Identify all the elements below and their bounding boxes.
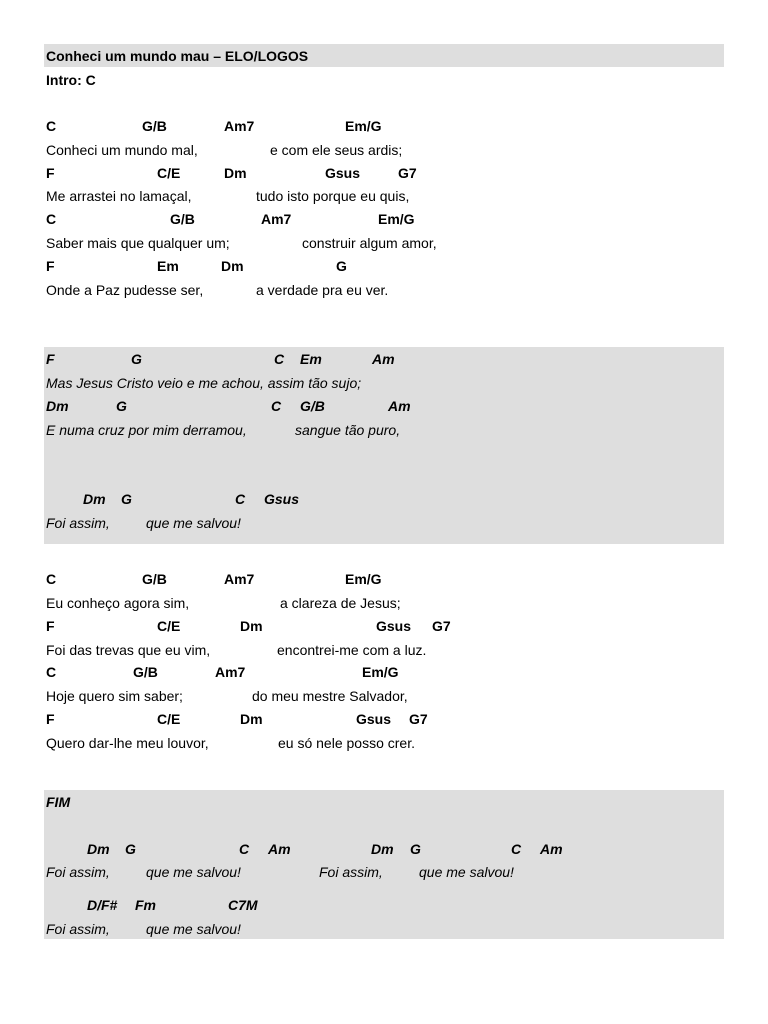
chord: C xyxy=(274,351,285,367)
chord: Dm xyxy=(83,491,106,507)
chord: G/B xyxy=(133,664,158,680)
chord: C xyxy=(235,491,246,507)
fim-label: FIM xyxy=(46,794,71,810)
chord: Dm xyxy=(371,841,394,857)
chord: G xyxy=(131,351,142,367)
chord: F xyxy=(46,258,55,274)
lyric: sangue tão puro, xyxy=(295,422,401,438)
song-title: Conheci um mundo mau – ELO/LOGOS xyxy=(46,48,309,64)
lyric: encontrei-me com a luz. xyxy=(277,642,427,658)
chord: G/B xyxy=(300,398,325,414)
chord: G xyxy=(336,258,347,274)
chord: Am xyxy=(388,398,411,414)
lyric: que me salvou! xyxy=(146,864,241,880)
lyric: que me salvou! xyxy=(146,921,241,937)
lyric: Foi assim, xyxy=(46,515,110,531)
chord: G xyxy=(116,398,127,414)
chord: C xyxy=(511,841,522,857)
lyric: eu só nele posso crer. xyxy=(278,735,415,751)
intro-line: Intro: C xyxy=(46,72,96,88)
lyric: a clareza de Jesus; xyxy=(280,595,401,611)
chord: Am7 xyxy=(261,211,292,227)
lyric: que me salvou! xyxy=(146,515,241,531)
chord: F xyxy=(46,351,55,367)
chord: Am xyxy=(372,351,395,367)
lyric: Conheci um mundo mal, xyxy=(46,142,198,158)
lyric: Foi assim, xyxy=(46,921,110,937)
chord: Fm xyxy=(135,897,156,913)
chord: Em xyxy=(300,351,322,367)
lyric: Mas Jesus Cristo veio e me achou, assim tão sujo; xyxy=(46,375,362,391)
chord: Dm xyxy=(240,711,263,727)
chord: Dm xyxy=(87,841,110,857)
chord: G xyxy=(410,841,421,857)
chord: F xyxy=(46,711,55,727)
chord: Gsus xyxy=(325,165,361,181)
chord: Dm xyxy=(46,398,69,414)
chord: Gsus xyxy=(376,618,412,634)
lyric: Eu conheço agora sim, xyxy=(46,595,190,611)
chord: Am7 xyxy=(215,664,246,680)
chord: C xyxy=(271,398,282,414)
chord: C/E xyxy=(157,711,181,727)
lyric: Me arrastei no lamaçal, xyxy=(46,188,192,204)
chord: Gsus xyxy=(356,711,392,727)
chord: Dm xyxy=(221,258,244,274)
chord: Am xyxy=(268,841,291,857)
chord: F xyxy=(46,165,55,181)
lyric: e com ele seus ardis; xyxy=(270,142,403,158)
chord: C xyxy=(46,664,57,680)
chord: Em xyxy=(157,258,179,274)
chord: Em/G xyxy=(345,571,382,587)
chord: G7 xyxy=(432,618,451,634)
lyric: que me salvou! xyxy=(419,864,514,880)
lyric: E numa cruz por mim derramou, xyxy=(46,422,247,438)
lyric: Foi das trevas que eu vim, xyxy=(46,642,211,658)
chord: G xyxy=(125,841,136,857)
chord: Am7 xyxy=(224,118,255,134)
chord: C/E xyxy=(157,165,181,181)
chord: Em/G xyxy=(362,664,399,680)
lyric: Saber mais que qualquer um; xyxy=(46,235,230,251)
chord: F xyxy=(46,618,55,634)
chord: C xyxy=(239,841,250,857)
chord: Em/G xyxy=(378,211,415,227)
chord: Am xyxy=(540,841,563,857)
chord: C xyxy=(46,118,57,134)
chord: C7M xyxy=(228,897,258,913)
lyric: Hoje quero sim saber; xyxy=(46,688,183,704)
chord: Gsus xyxy=(264,491,300,507)
chord: Em/G xyxy=(345,118,382,134)
chord: G7 xyxy=(409,711,428,727)
lyric: Foi assim, xyxy=(319,864,383,880)
lyric: a verdade pra eu ver. xyxy=(256,282,389,298)
chord: G/B xyxy=(142,118,167,134)
chord: C xyxy=(46,571,57,587)
chord: G/B xyxy=(142,571,167,587)
chord: Dm xyxy=(224,165,247,181)
lyric: tudo isto porque eu quis, xyxy=(256,188,410,204)
chord: C xyxy=(46,211,57,227)
lyric: Foi assim, xyxy=(46,864,110,880)
lyric: construir algum amor, xyxy=(302,235,437,251)
chord: Dm xyxy=(240,618,263,634)
chord: G7 xyxy=(398,165,417,181)
chord: D/F# xyxy=(87,897,118,913)
lyric: Quero dar-lhe meu louvor, xyxy=(46,735,209,751)
chord: G/B xyxy=(170,211,195,227)
chord: Am7 xyxy=(224,571,255,587)
chord: G xyxy=(121,491,132,507)
lyric: do meu mestre Salvador, xyxy=(252,688,408,704)
lyric: Onde a Paz pudesse ser, xyxy=(46,282,204,298)
chord: C/E xyxy=(157,618,181,634)
